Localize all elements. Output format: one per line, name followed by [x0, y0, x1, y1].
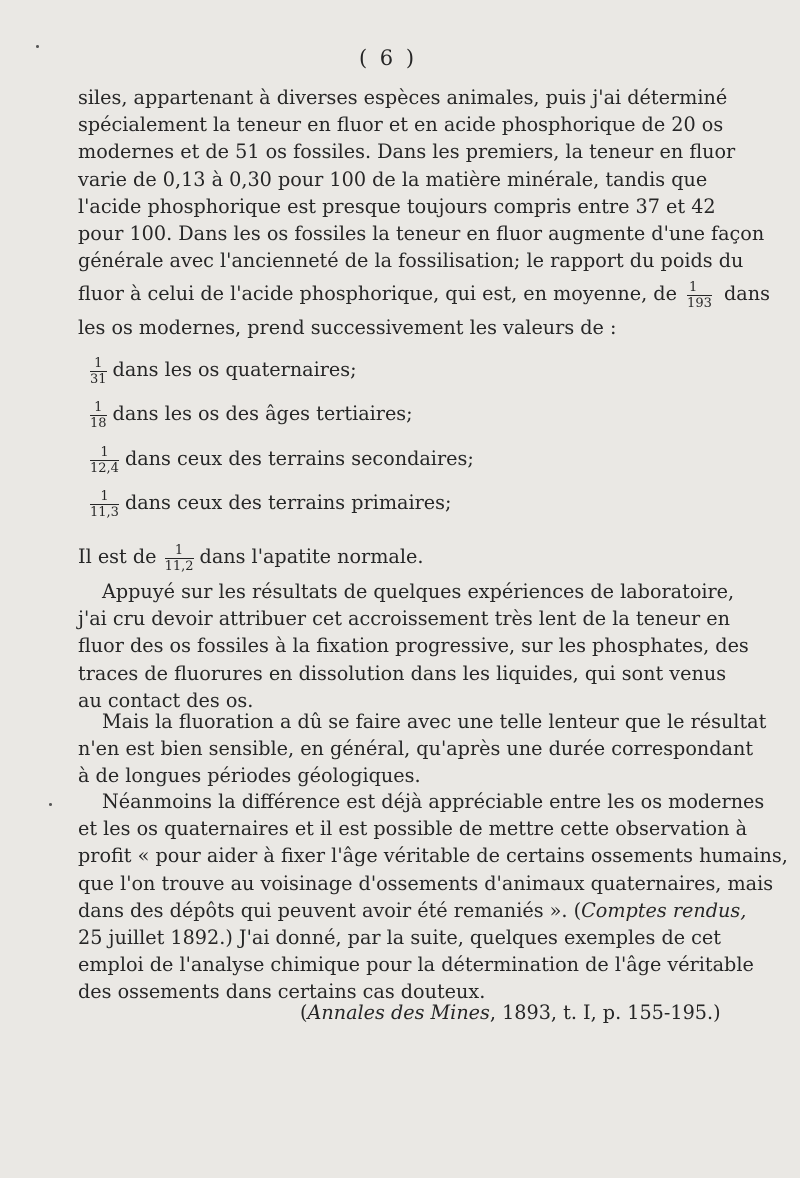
fraction: [165, 544, 194, 573]
text-line: Mais la fluoration a dû se faire avec une telle lenteur que le résultat: [102, 710, 767, 733]
text-line: Néanmoins la différence est déjà appréciable entre les os modernes: [102, 790, 765, 813]
fraction: [90, 401, 107, 430]
fraction-denominator: 11,2: [164, 558, 194, 574]
text-line: spécialement la teneur en fluor et en acide phosphorique de 20 os: [78, 113, 724, 137]
text-line: pour 100. Dans les os fossiles la teneur en fluor augmente d'une façon: [78, 222, 765, 246]
fraction-1-193: [687, 281, 712, 310]
ratio-text: dans les os des âges tertiaires;: [112, 402, 413, 425]
text-line: et les os quaternaires et il est possible de mettre cette observation à: [78, 817, 748, 841]
text-line: les os modernes, prend successivement les valeurs de :: [78, 316, 617, 340]
text-line: que l'on trouve au voisinage d'ossements d'animaux quaternaires, mais: [78, 871, 774, 895]
fraction-numerator: 1: [90, 357, 107, 372]
ratio-item-primary: [90, 488, 451, 519]
text-line: [78, 897, 747, 924]
fraction-numerator: 1: [90, 401, 107, 416]
text-line: Appuyé sur les résultats de quelques expériences de laboratoire,: [102, 580, 735, 603]
text-line: profit « pour aider à fixer l'âge véritable de certains ossements humains,: [78, 844, 788, 868]
text-fragment: Il est de: [78, 545, 157, 568]
fraction: [90, 357, 107, 386]
fraction-denominator: 31: [90, 371, 107, 387]
text-line: générale avec l'ancienneté de la fossilisation; le rapport du poids du: [78, 249, 744, 273]
text-line: [78, 274, 770, 314]
fraction-numerator: 1: [165, 544, 194, 559]
ratio-text: dans ceux des terrains secondaires;: [124, 447, 474, 470]
paragraph-1: [78, 84, 770, 342]
fraction: [90, 490, 119, 519]
ratio-item-quaternary: [90, 355, 357, 386]
citation: [300, 998, 721, 1028]
journal-title: Annales des Mines: [307, 1001, 490, 1024]
text-fragment: dans: [723, 282, 770, 306]
text-line: au contact des os.: [78, 688, 254, 712]
ratio-text: dans ceux des terrains primaires;: [124, 491, 452, 514]
citation-rest: , 1893, t. I, p. 155-195.): [489, 1001, 721, 1024]
text-line: modernes et de 51 os fossiles. Dans les premiers, la teneur en fluor: [78, 140, 736, 164]
text-fragment: dans l'apatite normale.: [199, 545, 424, 568]
fraction-numerator: 1: [90, 490, 119, 505]
fraction-denominator: 193: [687, 295, 712, 311]
margin-speck: [49, 803, 52, 806]
paragraph-3: [78, 708, 767, 790]
text-fragment: fluor à celui de l'acide phosphorique, qui est, en moyenne, de: [78, 282, 677, 306]
fraction-numerator: 1: [90, 446, 119, 461]
text-fragment: dans des dépôts qui peuvent avoir été remaniés ». (: [78, 898, 582, 922]
text-line: j'ai cru devoir attribuer cet accroissement très lent de la teneur en: [78, 607, 730, 631]
text-line: siles, appartenant à diverses espèces animales, puis j'ai déterminé: [78, 86, 728, 109]
fraction-denominator: 11,3: [90, 504, 119, 520]
fraction-numerator: 1: [687, 281, 712, 296]
ratio-text: dans les os quaternaires;: [112, 358, 357, 381]
text-line: traces de fluorures en dissolution dans les liquides, qui sont venus: [78, 661, 727, 685]
fraction-denominator: 18: [90, 415, 107, 431]
text-line: 25 juillet 1892.) J'ai donné, par la suite, quelques exemples de cet: [78, 926, 721, 950]
text-line: varie de 0,13 à 0,30 pour 100 de la matière minérale, tandis que: [78, 167, 708, 191]
paragraph-4: [78, 788, 788, 1006]
apatite-line: [78, 542, 423, 573]
text-line: l'acide phosphorique est presque toujours compris entre 37 et 42: [78, 194, 716, 218]
text-line: emploi de l'analyse chimique pour la détermination de l'âge véritable: [78, 953, 754, 977]
comptes-rendus-title: Comptes rendus,: [581, 898, 747, 922]
ratio-item-secondary: [90, 444, 474, 475]
margin-speck: [36, 45, 39, 48]
fraction: [90, 446, 119, 475]
page-number: ( 6 ): [358, 46, 418, 70]
text-line: n'en est bien sensible, en général, qu'après une durée correspondant: [78, 737, 754, 761]
ratio-item-tertiary: [90, 399, 413, 430]
text-line: à de longues périodes géologiques.: [78, 764, 421, 788]
text-line: des ossements dans certains cas douteux.: [78, 980, 486, 1004]
text-line: fluor des os fossiles à la fixation progressive, sur les phosphates, des: [78, 634, 749, 658]
fraction-denominator: 12,4: [90, 460, 119, 476]
paragraph-2: [78, 578, 749, 714]
citation-open: (: [300, 1001, 308, 1024]
